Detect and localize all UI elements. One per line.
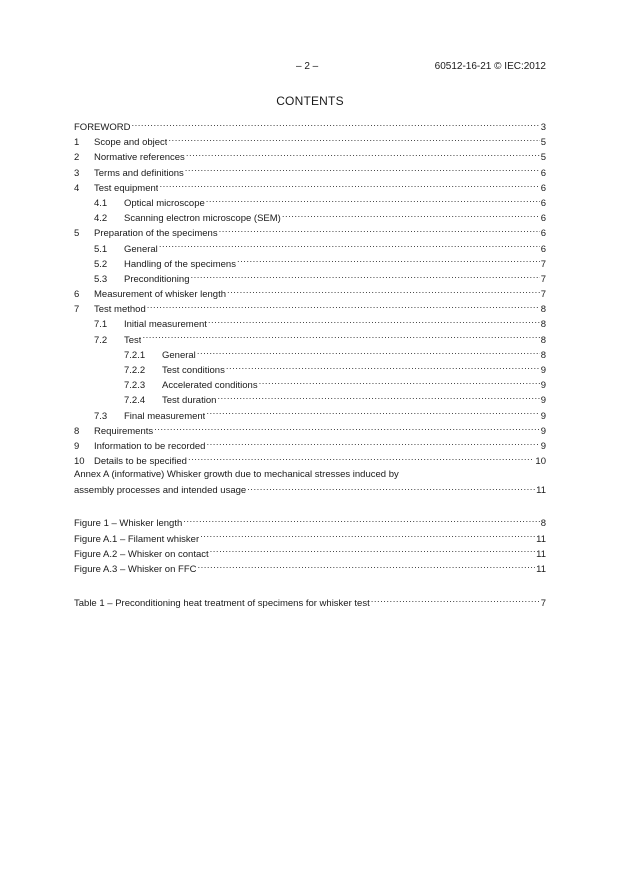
dot-leader [131,118,539,130]
toc-page-number: 9 [540,365,546,376]
dot-leader [154,422,540,434]
toc-page-number: 7 [540,598,546,610]
toc-entry-number: 4.2 [94,213,108,225]
toc-entry[interactable] [74,560,546,575]
toc-entry-number: 1 [74,137,80,149]
dot-leader [159,240,540,252]
toc-entry[interactable] [74,240,546,255]
dot-leader [197,560,535,572]
dot-leader [147,300,540,312]
toc-entry-title: General [162,349,196,361]
toc-entry-title: Test method [94,304,146,316]
toc-entry-title: Preparation of the specimens [94,228,218,240]
dot-leader [206,437,539,449]
toc-entry[interactable] [74,133,546,148]
dot-leader [185,164,540,176]
toc-page-number: 6 [540,197,546,209]
toc-page-number: 7 [540,273,546,285]
toc-entry-title: Handling of the specimens [124,258,236,270]
toc-entry[interactable] [74,194,546,209]
toc-entry-title: Figure A.3 – Whisker on FFC [74,563,197,575]
toc-entry-number: 5.1 [94,243,108,255]
toc-entry-title: Information to be recorded [94,440,206,452]
dot-leader [259,376,540,388]
toc-page-number: 11 [536,485,546,497]
toc-entry-title: Test [124,334,142,346]
toc-entries [74,118,546,467]
toc-page-number: 3 [540,122,546,133]
toc-entry-number: 5.2 [94,258,108,270]
toc-entry[interactable] [74,315,546,330]
toc-entry-title: Preconditioning [124,273,190,285]
toc-entry-title: Normative references [94,152,185,164]
toc-entry-title: Scanning electron microscope (SEM) [124,213,281,225]
dot-leader [217,391,539,403]
dot-leader [200,530,535,542]
toc-entry-title: assembly processes and intended usage [74,485,247,497]
toc-entry[interactable] [74,300,546,315]
toc-page-number: 8 [540,518,546,530]
toc-page-number: 6 [540,243,546,255]
toc-page-number: 7 [540,258,546,270]
toc-entry-number: 6 [74,289,80,301]
toc-entry[interactable] [74,407,546,422]
toc-entry-title: Requirements [94,425,154,437]
toc-page-number: 8 [540,334,546,346]
toc-entry-title: Test equipment [94,182,159,194]
toc-entry[interactable] [74,285,546,300]
toc-entry-title: Figure A.2 – Whisker on contact [74,548,209,560]
toc-page-number: 6 [540,228,546,240]
toc-entry[interactable] [74,514,546,529]
dot-leader [227,285,540,297]
toc-entry-title: Test duration [162,395,217,407]
dot-leader [226,361,540,373]
toc-page-number: 5 [540,137,546,149]
dot-leader [206,194,540,206]
toc-entry-title: Test conditions [162,365,225,376]
toc-entry-title: Final measurement [124,410,206,422]
toc-entry-number: 4 [74,182,80,194]
dot-leader [159,179,539,191]
toc-page-number: 9 [540,440,546,452]
toc-entry[interactable] [74,255,546,270]
toc-entry[interactable] [74,148,546,163]
toc-page-number: 9 [540,425,546,437]
contents-title: CONTENTS [276,94,344,108]
toc-entry-title: Scope and object [94,137,168,149]
toc-page-number: 5 [540,152,546,164]
page-number: – 2 – [296,61,319,72]
toc-entry-number: 7 [74,304,80,316]
toc-entry[interactable] [74,391,546,406]
toc-entry-title: Terms and definitions [94,167,184,179]
toc-entry-number: 9 [74,440,80,452]
toc-page-number: 11 [536,563,546,575]
toc-entry-number: 8 [74,425,80,437]
document-reference: 60512-16-21 © IEC:2012 [434,61,546,72]
toc-entry[interactable] [74,422,546,437]
section-spacer [74,575,546,594]
toc-page-number: 6 [540,182,546,194]
toc-page-number: 8 [540,319,546,331]
page-header [0,61,620,75]
toc-entry[interactable] [74,346,546,361]
toc-entry-title: Measurement of whisker length [94,289,227,301]
toc-entry-number: 7.2.3 [124,380,146,392]
dot-leader [237,255,540,267]
toc-entry[interactable] [74,594,546,609]
toc-entry[interactable] [74,452,546,467]
toc-page-number: 9 [540,395,546,407]
dot-leader [210,545,535,557]
dot-leader [183,514,539,526]
toc-entry[interactable] [74,209,546,224]
list-of-tables [74,594,546,609]
toc-entry[interactable] [74,270,546,285]
dot-leader [282,209,540,221]
toc-page-number: 8 [540,304,546,316]
dot-leader [186,148,540,160]
toc-entry-number: 7.2 [94,334,108,346]
toc-entry-title: FOREWORD [74,122,131,133]
toc-entry-title: Details to be specified [94,456,187,468]
dot-leader [168,133,539,145]
toc-page-number: 6 [540,213,546,225]
toc-entry-number: 7.1 [94,319,108,331]
toc-entry[interactable] [74,224,546,239]
list-of-figures [74,514,546,575]
toc-entry-number: 5.3 [94,273,108,285]
toc-entry[interactable] [74,376,546,391]
toc-page-number: 11 [536,548,546,560]
dot-leader [371,594,540,606]
dot-leader [208,315,540,327]
toc-entry-title: Initial measurement [124,319,207,331]
toc-page-number: 9 [540,380,546,392]
toc-entry[interactable] [74,361,546,376]
dot-leader [142,331,539,343]
toc-page-number: 6 [540,167,546,179]
toc-entry-number: 3 [74,167,80,179]
toc-entry-title: Optical microscope [124,197,205,209]
toc-entry-title: Accelerated conditions [162,380,258,392]
section-spacer [74,495,546,514]
toc-entry[interactable] [74,545,546,560]
toc-entry-title: General [124,243,158,255]
dot-leader [197,346,540,358]
toc-page-number: 8 [540,349,546,361]
dot-leader [219,224,540,236]
toc-entry[interactable] [74,530,546,545]
dot-leader [188,452,534,464]
toc-entry-title: Annex A (informative) Whisker growth due to mechanical stresses induced by [74,469,399,481]
dot-leader [247,481,535,493]
toc-page-number: 7 [540,289,546,301]
toc-entry-title: Figure 1 – Whisker length [74,518,183,530]
toc-entry[interactable] [74,331,546,346]
toc-entry-number: 7.2.2 [124,365,146,376]
toc-entry[interactable] [74,179,546,194]
toc-entry-annex-a[interactable] [74,467,546,495]
toc-entry-number: 7.3 [94,410,108,422]
table-of-contents [74,118,546,609]
toc-page-number: 9 [540,410,546,422]
toc-entry-number: 7.2.4 [124,395,146,407]
toc-entry-number: 5 [74,228,80,240]
dot-leader [191,270,540,282]
toc-entry[interactable] [74,118,546,133]
toc-page-number: 10 [535,456,546,468]
toc-entry-number: 10 [74,456,85,468]
toc-entry-number: 2 [74,152,80,164]
toc-entry-number: 7.2.1 [124,349,146,361]
toc-entry[interactable] [74,164,546,179]
toc-entry-number: 4.1 [94,197,108,209]
dot-leader [206,407,539,419]
toc-entry[interactable] [74,437,546,452]
toc-entry-title: Figure A.1 – Filament whisker [74,533,200,545]
toc-entry-title: Table 1 – Preconditioning heat treatment of specimens for whisker test [74,598,370,610]
toc-page-number: 11 [536,533,546,545]
